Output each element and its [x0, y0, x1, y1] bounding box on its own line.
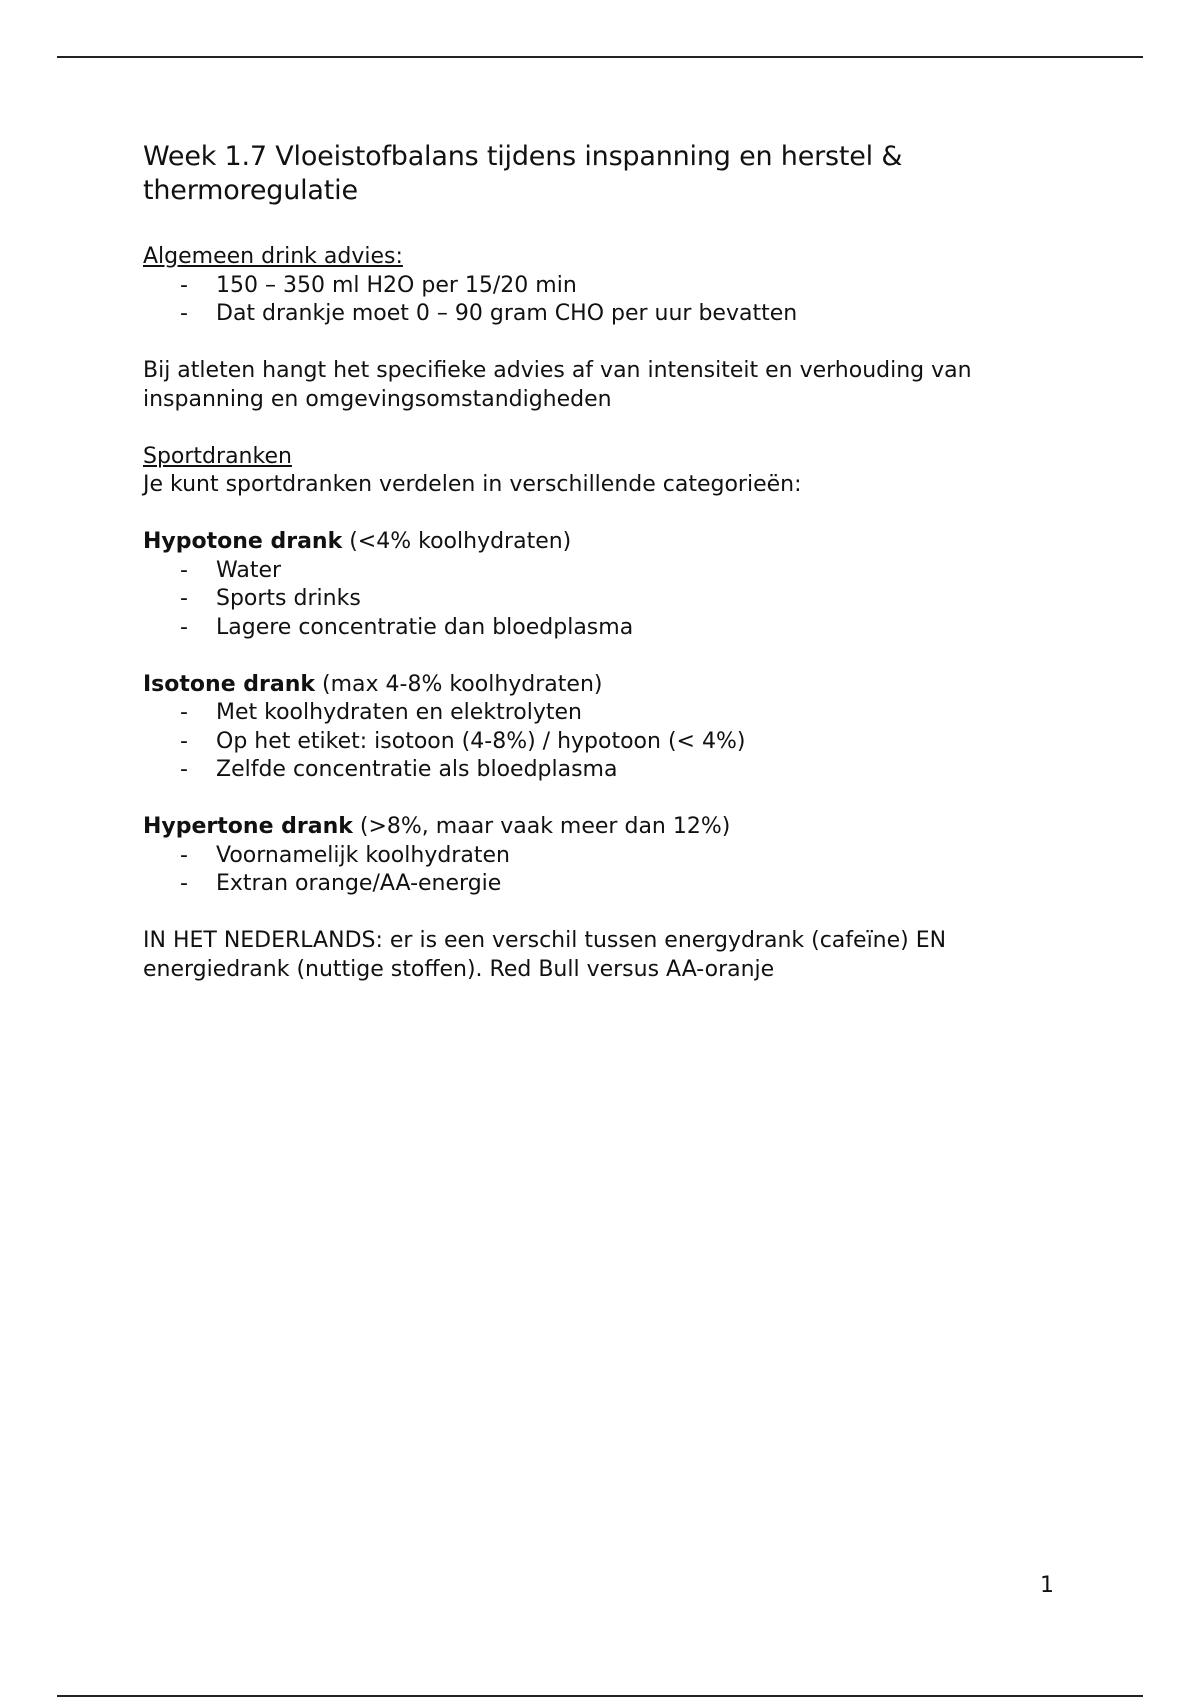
category-list-isotone	[143, 699, 1093, 785]
dash-bullet: -	[180, 842, 188, 868]
dash-bullet: -	[180, 614, 188, 640]
list-item: - Dat drankje moet 0 – 90 gram CHO per uur bevatten	[143, 300, 1093, 329]
category-list-hypotone	[143, 557, 1093, 643]
list-item: - Op het etiket: isotoon (4-8%) / hypotoon (< 4%)	[143, 728, 1093, 757]
category-name: Isotone drank	[143, 671, 316, 697]
dash-bullet: -	[180, 301, 188, 326]
dash-bullet: -	[180, 700, 188, 725]
list-item: - Water	[143, 557, 1093, 586]
sports-drinks-intro: Je kunt sportdranken verdelen in verschillende categorieën:	[143, 472, 802, 497]
category-heading-hypotone	[143, 528, 1093, 557]
list-item: - Sports drinks	[143, 585, 1093, 614]
dash-bullet: -	[180, 586, 188, 611]
list-item: - Lagere concentratie dan bloedplasma	[143, 614, 1093, 643]
category-detail: (max 4-8% koolhydraten)	[315, 671, 603, 697]
category-heading-hypertone	[143, 813, 1093, 842]
document-title: Week 1.7 Vloeistofbalans tijdens inspanning en herstel & thermoregulatie	[143, 141, 903, 206]
header-rule	[57, 56, 1143, 58]
sports-drinks-heading: Sportdranken	[143, 443, 292, 469]
document-body	[143, 140, 1093, 984]
drink-advice-list	[143, 272, 1093, 329]
list-item: - Extran orange/AA-energie	[143, 870, 1093, 899]
category-detail: (>8%, maar vaak meer dan 12%)	[352, 814, 731, 839]
category-detail: (<4% koolhydraten)	[342, 529, 572, 554]
dash-bullet: -	[180, 557, 188, 583]
athletes-paragraph: Bij atleten hangt het specifieke advies af van intensiteit en verhouding van inspanning en omgevingsomstandigheden	[143, 358, 972, 412]
category-name: Hypotone drank	[143, 529, 343, 554]
dash-bullet: -	[180, 757, 188, 782]
list-item: - Met koolhydraten en elektrolyten	[143, 699, 1093, 728]
dash-bullet: -	[180, 272, 188, 298]
dutch-note-paragraph: IN HET NEDERLANDS: er is een verschil tussen energydrank (cafeïne) EN energiedrank (nuttige stoffen). Red Bull versus AA-oranje	[143, 928, 947, 982]
list-item: - 150 – 350 ml H2O per 15/20 min	[143, 272, 1093, 301]
category-list-hypertone	[143, 842, 1093, 899]
list-item: - Zelfde concentratie als bloedplasma	[143, 756, 1093, 785]
dash-bullet: -	[180, 871, 188, 896]
footer-rule	[57, 1695, 1143, 1697]
dash-bullet: -	[180, 728, 188, 754]
category-name: Hypertone drank	[143, 814, 353, 839]
page-number: 1	[1040, 1573, 1054, 1598]
drink-advice-heading: Algemeen drink advies:	[143, 244, 403, 269]
category-heading-isotone	[143, 671, 1093, 700]
list-item: - Voornamelijk koolhydraten	[143, 842, 1093, 871]
